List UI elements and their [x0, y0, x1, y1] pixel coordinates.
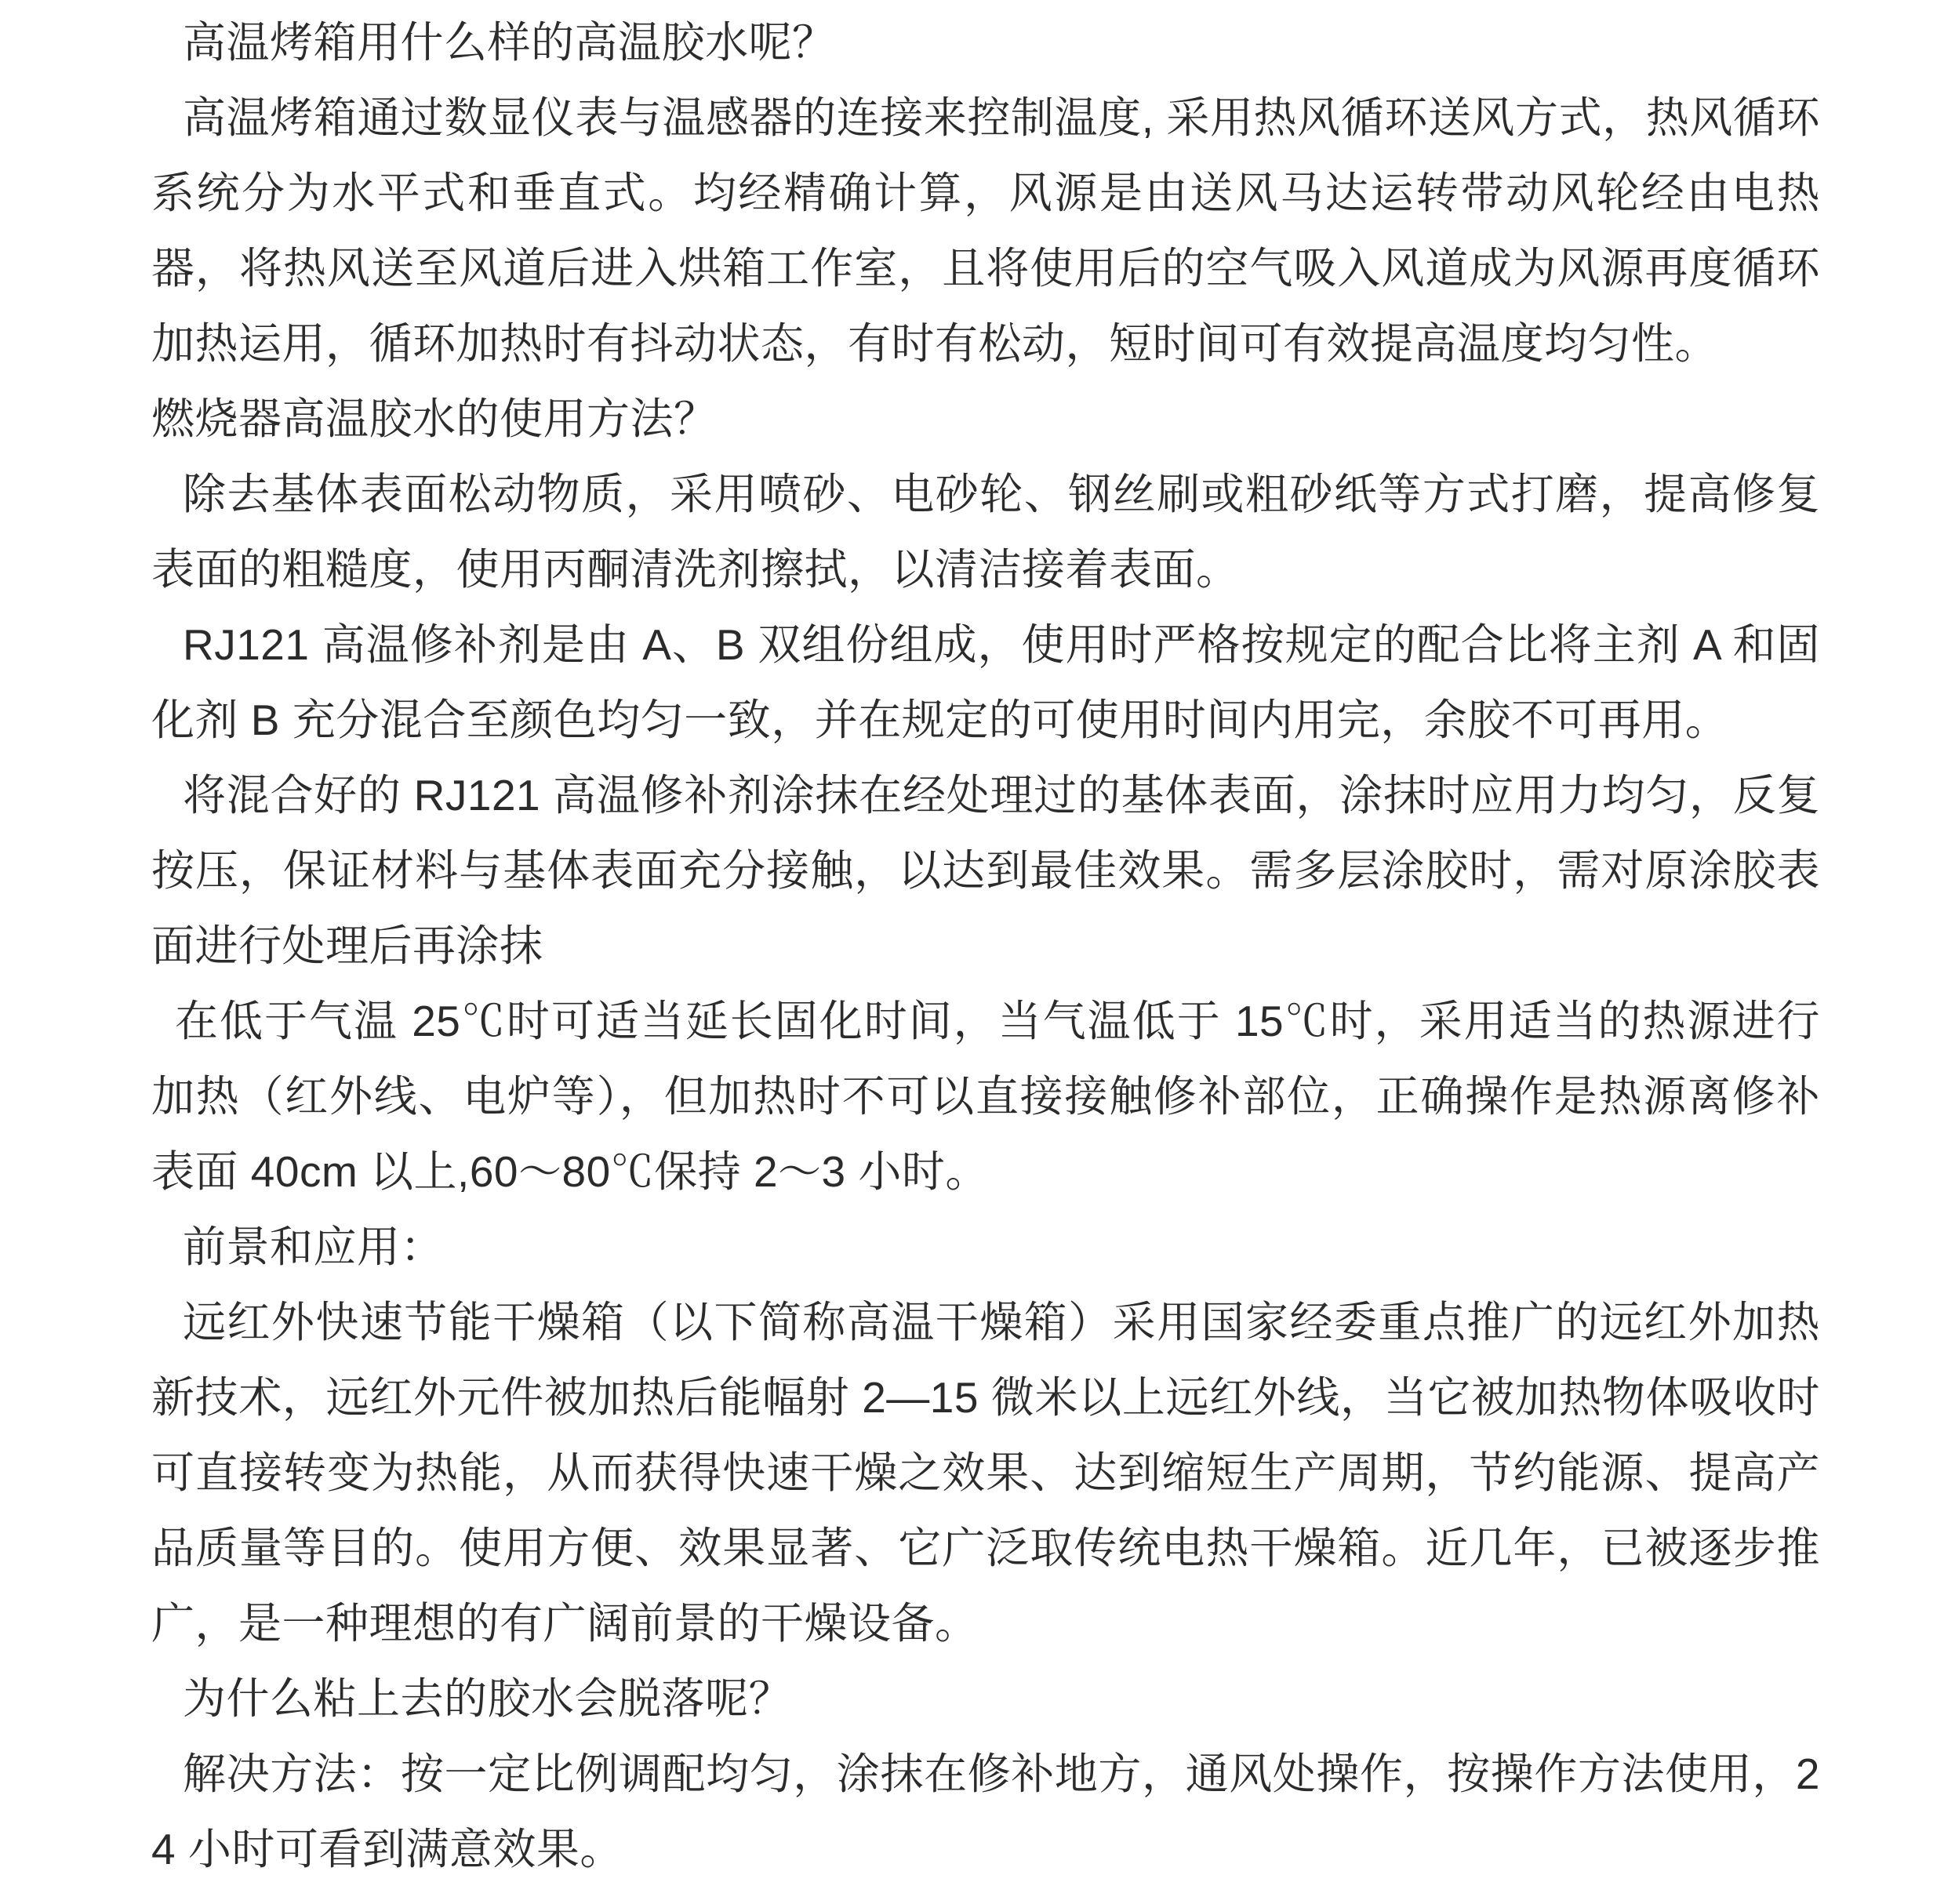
paragraph: 远红外快速节能干燥箱（以下简称高温干燥箱）采用国家经委重点推广的远红外加热新技术，远红外元件被加热后能幅射 2—15 微米以上远红外线，当它被加热物体吸收时可直接转变为热能，从而获得快速干燥之效果、达到缩短生产周期，节约能源、提高产品质量等目的。使用方便、效果显著、它广泛取传统电热干燥箱。近几年，已被逐步推广，是一种理想的有广阔前景的干燥设备。	[151, 1298, 1820, 1648]
paragraph: RJ121 高温修补剂是由 A、B 双组份组成，使用时严格按规定的配合比将主剂 A 和固化剂 B 充分混合至颜色均匀一致，并在规定的可使用时间内用完，余胶不可再用。	[151, 620, 1820, 744]
paragraph: 解决方法：按一定比例调配均匀，涂抹在修补地方，通风处操作，按操作方法使用，24 小时可看到满意效果。	[151, 1750, 1820, 1873]
document-body	[151, 5, 1820, 1887]
paragraph: 前景和应用：	[183, 1223, 445, 1271]
paragraph: 除去基体表面松动物质，采用喷砂、电砂轮、钢丝刷或粗砂纸等方式打磨，提高修复表面的粗糙度，使用丙酮清洗剂擦拭，以清洁接着表面。	[151, 470, 1820, 594]
paragraph: 将混合好的 RJ121 高温修补剂涂抹在经处理过的基体表面，涂抹时应用力均匀，反复按压，保证材料与基体表面充分接触，以达到最佳效果。需多层涂胶时，需对原涂胶表面进行处理后再涂抹	[151, 771, 1820, 970]
paragraph: 燃烧器高温胶水的使用方法？	[151, 394, 718, 443]
paragraph: 在低于气温 25℃时可适当延长固化时间，当气温低于 15℃时，采用适当的热源进行加热（红外线、电炉等），但加热时不可以直接接触修补部位，正确操作是热源离修补表面 40cm 以上,60～80℃保持 2～3 小时。	[151, 997, 1820, 1196]
paragraph: 高温烤箱用什么样的高温胶水呢？	[183, 18, 836, 67]
paragraph: 高温烤箱通过数显仪表与温感器的连接来控制温度, 采用热风循环送风方式，热风循环系统分为水平式和垂直式。均经精确计算，风源是由送风马达运转带动风轮经由电热器，将热风送至风道后进入烘箱工作室，且将使用后的空气吸入风道成为风源再度循环加热运用，循环加热时有抖动状态，有时有松动，短时间可有效提高温度均匀性。	[151, 93, 1820, 368]
paragraph: 为什么粘上去的胶水会脱落呢？	[183, 1674, 793, 1723]
